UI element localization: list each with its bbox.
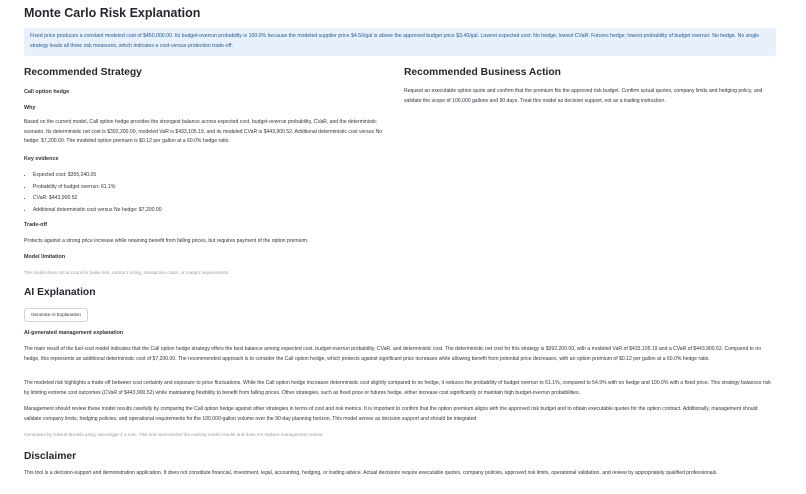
recommended-strategy-heading: Recommended Strategy bbox=[24, 67, 142, 78]
evidence-item: • Probability of budget overrun: 61.1% bbox=[33, 182, 162, 194]
disclaimer-text: This tool is a decision-support and demonstration application. It does not constitute financial, investment, legal, accounting, hedging, or trading advice. Actual decisions require executable quotes, company policies, approved risk limits, operational validation, and review by appropriately qualified professionals. bbox=[24, 470, 718, 476]
generate-ai-explanation-button[interactable]: Generate AI Explanation bbox=[24, 308, 88, 322]
strategy-name: Call option hedge bbox=[24, 89, 70, 95]
tradeoff-label: Trade-off bbox=[24, 222, 48, 228]
key-evidence-list bbox=[24, 170, 162, 216]
why-text: Based on the current model, Call option hedge provides the strongest balance across expected cost, budget-overrun probability, CVaR, and the deterministic scenario. Its deterministic net cost is $392,200.00, modeled VaR is $433,105.19, and its modeled CVaR is $443,900.52. Additional deterministic cost versus No hedge: $7,200.00. The modeled option premium is $0.12 per gallon at a 60.0% hedge ratio. bbox=[24, 119, 382, 145]
disclaimer-heading: Disclaimer bbox=[24, 451, 77, 462]
evidence-item: • CVaR: $443,900.52 bbox=[33, 193, 162, 205]
business-action-heading: Recommended Business Action bbox=[404, 67, 561, 78]
evidence-item: • Additional deterministic cost versus No hedge: $7,200.00 bbox=[33, 205, 162, 217]
ai-explanation-heading: AI Explanation bbox=[24, 287, 96, 298]
ai-paragraph: The main result of the fuel-cost model indicates that the Call option hedge strategy offers the best balance among expected cost, budget-overrun probability, CVaR, and deterministic cost. The deterministic net cost for this strategy is $392,200.00, with a modeled VaR of $433,105.19 and a CVaR of $443,900.52. Compared to no hedge, this represents an additional deterministic cost of $7,200.00. The recommended approach is to consider the Call option hedge, which protects against significant price increases while allowing benefit from potential price decreases, with an option premium of $0.12 per gallon at a 60.0% hedge ratio. bbox=[24, 346, 762, 362]
why-label: Why bbox=[24, 105, 36, 111]
ai-subheading: AI-generated management explanation bbox=[24, 330, 124, 336]
info-banner: Fixed price produces a constant modeled cost of $450,000.00. Its budget-overrun probability is 100.0% because the modeled supplier price $4.50/gal is above the approved budget price $3.40/gal. Lowest expected cost: No hedge; lowest CVaR: Futures hedge; lowest probability of budget overrun: No hedge. No single strategy leads all three risk measures, which indicates a cost-versus-protection trade-off. bbox=[24, 28, 776, 56]
page-title: Monte Carlo Risk Explanation bbox=[24, 6, 201, 20]
ai-paragraph: The modeled risk highlights a trade-off between cost certainty and exposure to price fluctuations. While the Call option hedge increases deterministic cost slightly compared to no hedge, it reduces the probability of budget overrun to 61.1%, compared to 54.9% with no hedge and 100.0% with a fixed price. This strategy balances risk by limiting extreme cost outcomes (CVaR of $443,900.52) while maintaining flexibility to benefit from falling prices. Other strategies, such as fixed price or futures hedge, either increase cost significantly or maintain high budget-overrun probabilities. bbox=[24, 380, 771, 396]
tradeoff-text: Protects against a strong price increase while retaining benefit from falling prices, but requires payment of the option premium. bbox=[24, 238, 309, 244]
ai-paragraph: Management should review these model results carefully by comparing the Call option hedge against other strategies in terms of cost and risk metrics. It is important to confirm that the option premium aligns with the approved risk budget and to obtain executable quotes for the option contract. Additionally, management should validate company limits, hedging policies, and operational requirements for the 100,000-gallon volume over the 90-day planning horizon. This model serves as decision support and should be integrated bbox=[24, 406, 758, 422]
ai-footnote: Generated by GitHub Models using openai/gpt-4.1-mini. This text summarizes the existing model results and does not replace management review. bbox=[24, 432, 324, 437]
model-limitation-label: Model limitation bbox=[24, 254, 66, 260]
business-action-text: Request an executable option quote and confirm that the premium fits the approved risk budget. Confirm actual quotes, company limits and hedging policy, and validate the scope of 100,000 gallons and 90 days. Treat this model as decision support, not as a trading instruction. bbox=[404, 88, 763, 104]
evidence-item: • Expected cost: $355,240.05 bbox=[33, 170, 162, 182]
key-evidence-label: Key evidence bbox=[24, 156, 59, 162]
model-limitation-text: The model does not account for basis risk, contract sizing, transaction costs, or margin requirements. bbox=[24, 270, 230, 275]
